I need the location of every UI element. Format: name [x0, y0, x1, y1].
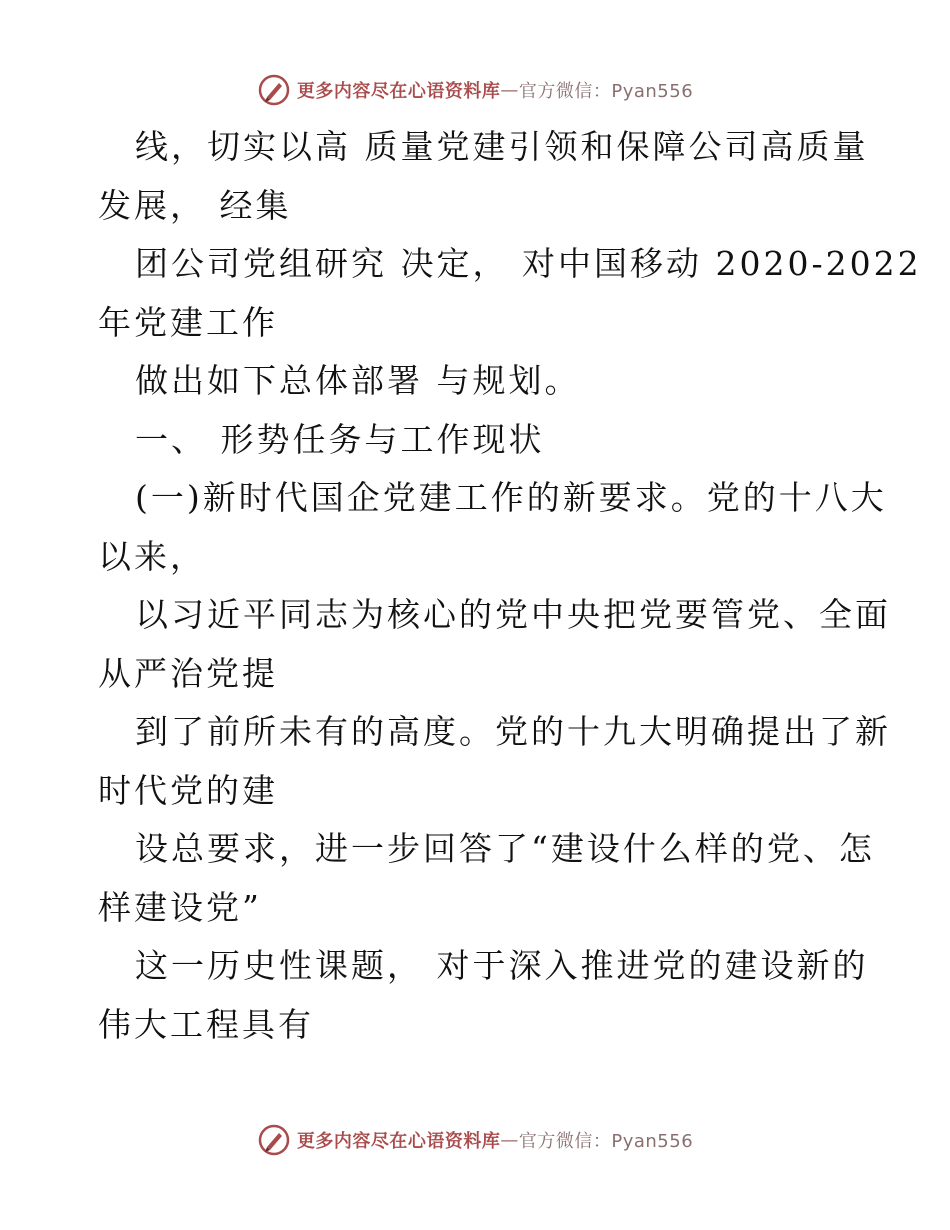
- text-line: 样建设党”: [98, 887, 262, 927]
- text-line: 做出如下总体部署 与规划。: [135, 361, 581, 400]
- pen-logo-icon: [257, 1123, 291, 1157]
- watermark-separator: —: [500, 1129, 519, 1151]
- watermark-footer: [0, 1120, 950, 1160]
- document-body: [98, 118, 922, 1054]
- text-line: 以来，: [98, 536, 206, 576]
- section-heading: 一、 形势任务与工作现状: [135, 419, 545, 459]
- text-line: 从严治党提: [98, 653, 278, 693]
- watermark-brand: 更多内容尽在心语资料库: [296, 81, 501, 102]
- subsection-heading: (一)新时代国企党建工作的新要求。党的十八大: [135, 478, 887, 517]
- watermark-contact: 官方微信：Pyan556: [518, 81, 694, 102]
- text-line: 设总要求，进一步回答了“建设什么样的党、怎: [135, 829, 875, 868]
- watermark-contact: 官方微信：Pyan556: [518, 1131, 694, 1152]
- text-line: 伟大工程具有: [98, 1004, 314, 1044]
- text-line: 时代党的建: [98, 770, 278, 810]
- watermark-separator: —: [500, 79, 519, 101]
- watermark-header: [0, 70, 950, 110]
- text-line: 以习近平同志为核心的党中央把党要管党、全面: [135, 595, 891, 634]
- text-line: 这一历史性课题， 对于深入推进党的建设新的: [135, 946, 869, 985]
- watermark-brand: 更多内容尽在心语资料库: [296, 1131, 501, 1152]
- text-line: 团公司党组研究 决定， 对中国移动 2020-2022: [135, 244, 922, 283]
- pen-logo-icon: [257, 73, 291, 107]
- text-line: 线，切实以高 质量党建引领和保障公司高质量: [135, 127, 869, 166]
- text-line: 年党建工作: [98, 302, 278, 342]
- text-line: 到了前所未有的高度。党的十九大明确提出了新: [135, 712, 891, 751]
- text-line: 发展， 经集: [98, 185, 292, 225]
